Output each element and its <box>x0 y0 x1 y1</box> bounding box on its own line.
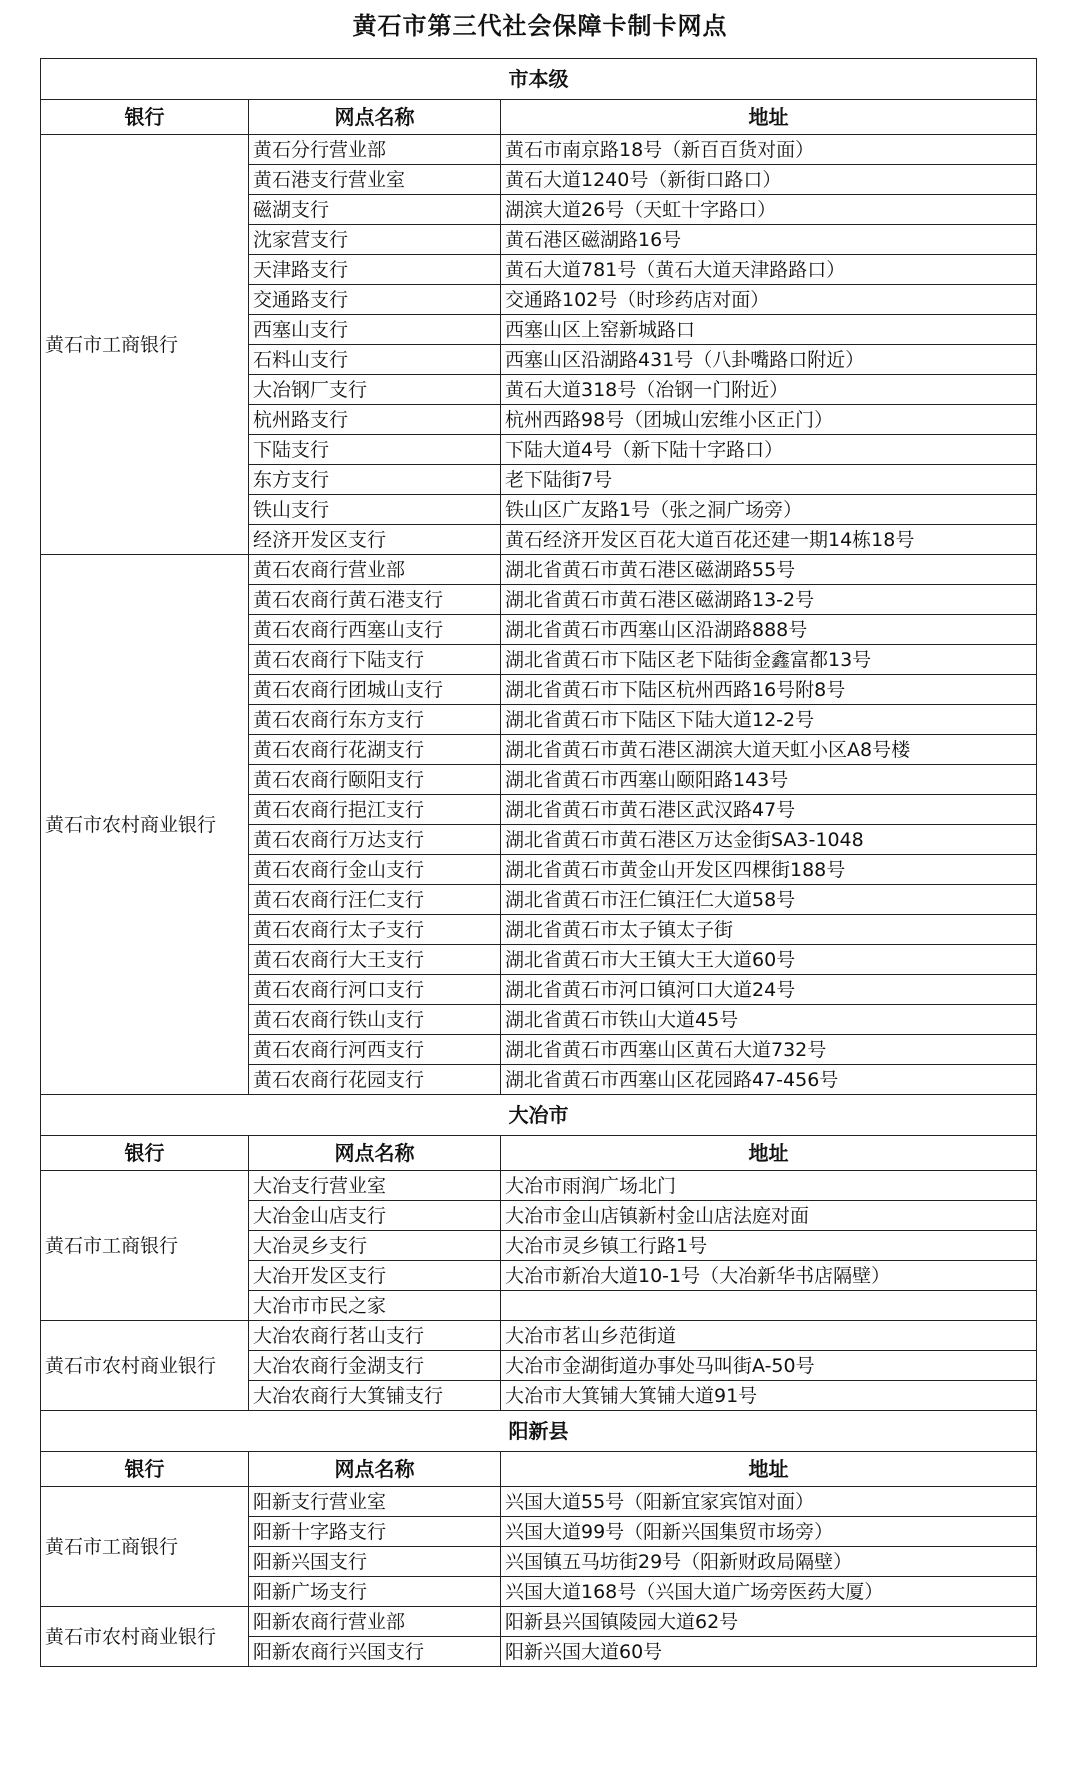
branch-name-cell: 磁湖支行 <box>249 195 501 225</box>
bank-name-cell: 黄石市农村商业银行 <box>41 1321 249 1411</box>
address-cell: 湖北省黄石市下陆区杭州西路16号附8号 <box>501 675 1037 705</box>
address-cell: 黄石大道1240号（新街口路口） <box>501 165 1037 195</box>
bank-name-cell: 黄石市农村商业银行 <box>41 1607 249 1667</box>
address-cell: 湖北省黄石市西塞山区黄石大道732号 <box>501 1035 1037 1065</box>
branch-name-cell: 黄石农商行团城山支行 <box>249 675 501 705</box>
section-title: 阳新县 <box>41 1411 1037 1452</box>
branch-name-cell: 黄石农商行东方支行 <box>249 705 501 735</box>
address-cell: 湖北省黄石市下陆区下陆大道12-2号 <box>501 705 1037 735</box>
address-cell: 湖北省黄石市黄石港区万达金街SA3-1048 <box>501 825 1037 855</box>
address-cell: 兴国大道55号（阳新宜家宾馆对面） <box>501 1487 1037 1517</box>
address-cell: 黄石大道318号（冶钢一门附近） <box>501 375 1037 405</box>
table-row <box>41 1171 1037 1201</box>
section-title: 市本级 <box>41 59 1037 100</box>
address-cell: 湖北省黄石市大王镇大王大道60号 <box>501 945 1037 975</box>
column-header-bank: 银行 <box>41 100 249 135</box>
address-cell: 铁山区广友路1号（张之洞广场旁） <box>501 495 1037 525</box>
address-cell: 湖北省黄石市黄石港区磁湖路13-2号 <box>501 585 1037 615</box>
address-cell: 大冶市雨润广场北门 <box>501 1171 1037 1201</box>
branch-name-cell: 黄石农商行花园支行 <box>249 1065 501 1095</box>
address-cell: 湖北省黄石市黄金山开发区四棵街188号 <box>501 855 1037 885</box>
branch-name-cell: 铁山支行 <box>249 495 501 525</box>
branch-name-cell: 天津路支行 <box>249 255 501 285</box>
address-cell: 湖北省黄石市河口镇河口大道24号 <box>501 975 1037 1005</box>
address-cell: 兴国镇五马坊街29号（阳新财政局隔壁） <box>501 1547 1037 1577</box>
address-cell: 兴国大道99号（阳新兴国集贸市场旁） <box>501 1517 1037 1547</box>
column-header-branch: 网点名称 <box>249 1452 501 1487</box>
branch-name-cell: 经济开发区支行 <box>249 525 501 555</box>
address-cell: 湖北省黄石市铁山大道45号 <box>501 1005 1037 1035</box>
address-cell: 大冶市大箕铺大箕铺大道91号 <box>501 1381 1037 1411</box>
address-cell: 兴国大道168号（兴国大道广场旁医药大厦） <box>501 1577 1037 1607</box>
address-cell: 黄石大道781号（黄石大道天津路路口） <box>501 255 1037 285</box>
branch-name-cell: 大冶金山店支行 <box>249 1201 501 1231</box>
address-cell: 大冶市灵乡镇工行路1号 <box>501 1231 1037 1261</box>
address-cell: 湖北省黄石市西塞山颐阳路143号 <box>501 765 1037 795</box>
address-cell: 黄石港区磁湖路16号 <box>501 225 1037 255</box>
branch-name-cell: 黄石农商行铁山支行 <box>249 1005 501 1035</box>
address-cell: 西塞山区沿湖路431号（八卦嘴路口附近） <box>501 345 1037 375</box>
branch-name-cell: 阳新兴国支行 <box>249 1547 501 1577</box>
address-cell: 湖北省黄石市下陆区老下陆街金鑫富都13号 <box>501 645 1037 675</box>
branch-name-cell: 石料山支行 <box>249 345 501 375</box>
address-cell: 大冶市金山店镇新村金山店法庭对面 <box>501 1201 1037 1231</box>
table-row <box>41 1321 1037 1351</box>
branch-name-cell: 东方支行 <box>249 465 501 495</box>
branch-name-cell: 黄石农商行下陆支行 <box>249 645 501 675</box>
branch-name-cell: 大冶农商行金湖支行 <box>249 1351 501 1381</box>
branch-name-cell: 阳新支行营业室 <box>249 1487 501 1517</box>
branch-name-cell: 大冶灵乡支行 <box>249 1231 501 1261</box>
branch-name-cell: 阳新农商行营业部 <box>249 1607 501 1637</box>
branch-name-cell: 黄石农商行河口支行 <box>249 975 501 1005</box>
branch-name-cell: 黄石农商行万达支行 <box>249 825 501 855</box>
bank-name-cell: 黄石市农村商业银行 <box>41 555 249 1095</box>
table-row <box>41 1487 1037 1517</box>
section-title: 大冶市 <box>41 1095 1037 1136</box>
address-cell: 交通路102号（时珍药店对面） <box>501 285 1037 315</box>
address-cell: 湖北省黄石市黄石港区武汉路47号 <box>501 795 1037 825</box>
address-cell: 西塞山区上窑新城路口 <box>501 315 1037 345</box>
column-header-row <box>41 100 1037 135</box>
branch-name-cell: 黄石农商行金山支行 <box>249 855 501 885</box>
branch-table <box>40 58 1037 1667</box>
branch-name-cell: 黄石农商行挹江支行 <box>249 795 501 825</box>
address-cell: 湖北省黄石市汪仁镇汪仁大道58号 <box>501 885 1037 915</box>
branch-name-cell: 阳新广场支行 <box>249 1577 501 1607</box>
address-cell: 老下陆街7号 <box>501 465 1037 495</box>
address-cell: 阳新兴国大道60号 <box>501 1637 1037 1667</box>
column-header-bank: 银行 <box>41 1136 249 1171</box>
branch-name-cell: 黄石农商行大王支行 <box>249 945 501 975</box>
address-cell: 黄石经济开发区百花大道百花还建一期14栋18号 <box>501 525 1037 555</box>
branch-name-cell: 黄石农商行黄石港支行 <box>249 585 501 615</box>
bank-name-cell: 黄石市工商银行 <box>41 135 249 555</box>
branch-name-cell: 大冶钢厂支行 <box>249 375 501 405</box>
branch-name-cell: 黄石分行营业部 <box>249 135 501 165</box>
bank-name-cell: 黄石市工商银行 <box>41 1487 249 1607</box>
address-cell: 湖北省黄石市黄石港区湖滨大道天虹小区A8号楼 <box>501 735 1037 765</box>
branch-name-cell: 大冶农商行大箕铺支行 <box>249 1381 501 1411</box>
column-header-address: 地址 <box>501 100 1037 135</box>
branch-name-cell: 黄石农商行营业部 <box>249 555 501 585</box>
bank-name-cell: 黄石市工商银行 <box>41 1171 249 1321</box>
address-cell: 下陆大道4号（新下陆十字路口） <box>501 435 1037 465</box>
address-cell: 阳新县兴国镇陵园大道62号 <box>501 1607 1037 1637</box>
column-header-row <box>41 1136 1037 1171</box>
address-cell: 湖滨大道26号（天虹十字路口） <box>501 195 1037 225</box>
column-header-branch: 网点名称 <box>249 100 501 135</box>
branch-name-cell: 下陆支行 <box>249 435 501 465</box>
column-header-address: 地址 <box>501 1136 1037 1171</box>
branch-name-cell: 黄石农商行汪仁支行 <box>249 885 501 915</box>
address-cell: 湖北省黄石市西塞山区花园路47-456号 <box>501 1065 1037 1095</box>
branch-name-cell: 沈家营支行 <box>249 225 501 255</box>
address-cell: 杭州西路98号（团城山宏维小区正门） <box>501 405 1037 435</box>
table-row <box>41 555 1037 585</box>
branch-name-cell: 大冶支行营业室 <box>249 1171 501 1201</box>
branch-name-cell: 黄石港支行营业室 <box>249 165 501 195</box>
column-header-branch: 网点名称 <box>249 1136 501 1171</box>
page-title: 黄石市第三代社会保障卡制卡网点 <box>352 12 728 40</box>
branch-name-cell: 黄石农商行颐阳支行 <box>249 765 501 795</box>
branch-name-cell: 阳新十字路支行 <box>249 1517 501 1547</box>
address-cell <box>501 1291 1037 1321</box>
branch-name-cell: 黄石农商行花湖支行 <box>249 735 501 765</box>
section-header <box>41 59 1037 100</box>
branch-name-cell: 西塞山支行 <box>249 315 501 345</box>
address-cell: 湖北省黄石市太子镇太子街 <box>501 915 1037 945</box>
section-header <box>41 1095 1037 1136</box>
section-header <box>41 1411 1037 1452</box>
column-header-address: 地址 <box>501 1452 1037 1487</box>
column-header-bank: 银行 <box>41 1452 249 1487</box>
branch-name-cell: 黄石农商行河西支行 <box>249 1035 501 1065</box>
address-cell: 大冶市茗山乡范街道 <box>501 1321 1037 1351</box>
branch-name-cell: 大冶开发区支行 <box>249 1261 501 1291</box>
branch-name-cell: 大冶市市民之家 <box>249 1291 501 1321</box>
branch-name-cell: 杭州路支行 <box>249 405 501 435</box>
branch-name-cell: 黄石农商行太子支行 <box>249 915 501 945</box>
branch-name-cell: 黄石农商行西塞山支行 <box>249 615 501 645</box>
column-header-row <box>41 1452 1037 1487</box>
address-cell: 大冶市金湖街道办事处马叫街A-50号 <box>501 1351 1037 1381</box>
address-cell: 湖北省黄石市黄石港区磁湖路55号 <box>501 555 1037 585</box>
address-cell: 黄石市南京路18号（新百百货对面） <box>501 135 1037 165</box>
address-cell: 大冶市新冶大道10-1号（大冶新华书店隔壁） <box>501 1261 1037 1291</box>
branch-name-cell: 阳新农商行兴国支行 <box>249 1637 501 1667</box>
table-row <box>41 1607 1037 1637</box>
table-row <box>41 135 1037 165</box>
branch-name-cell: 交通路支行 <box>249 285 501 315</box>
address-cell: 湖北省黄石市西塞山区沿湖路888号 <box>501 615 1037 645</box>
branch-name-cell: 大冶农商行茗山支行 <box>249 1321 501 1351</box>
